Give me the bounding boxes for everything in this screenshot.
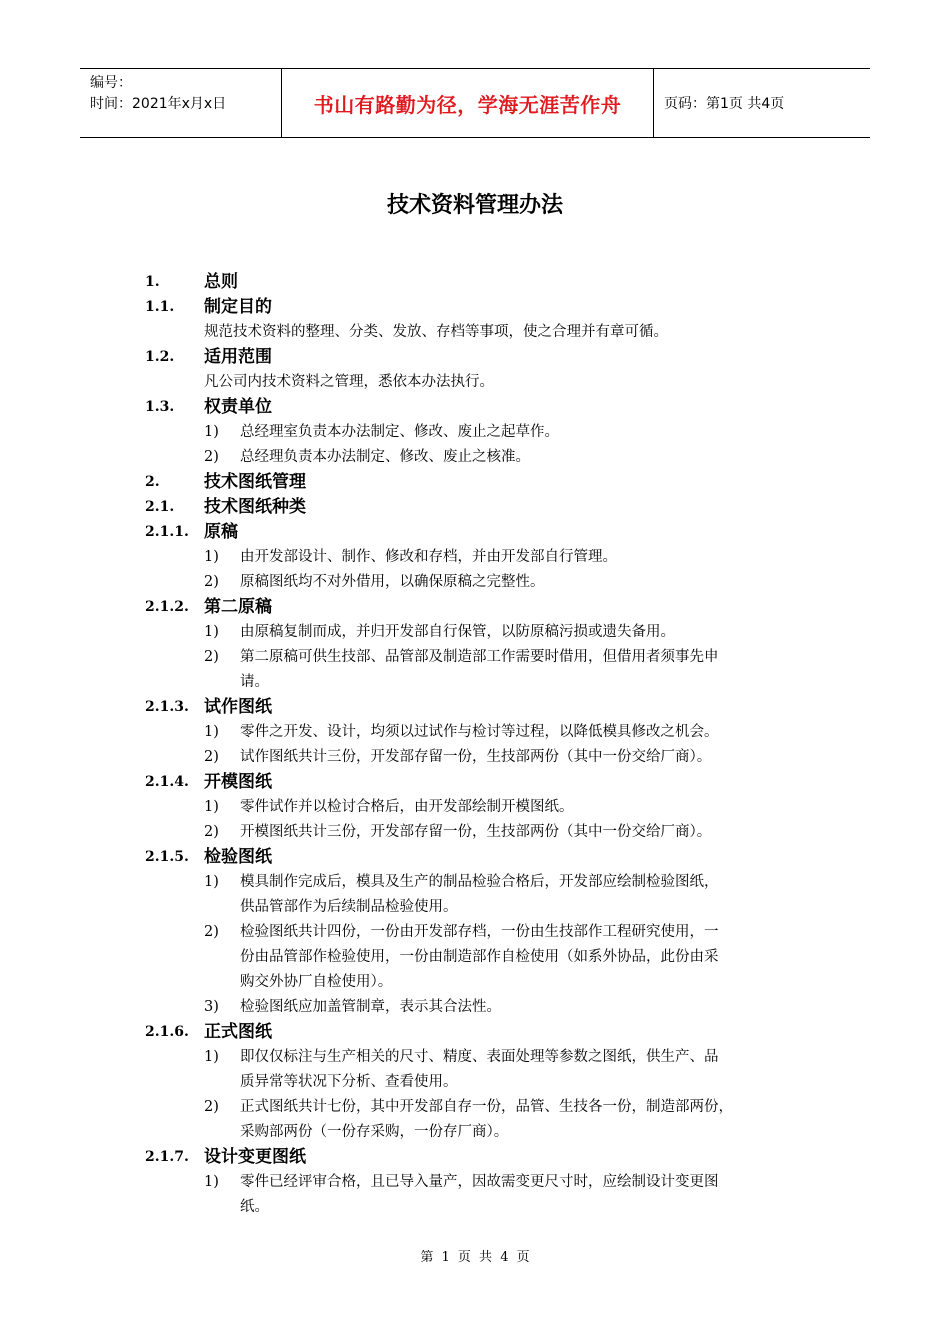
list-item xyxy=(0,445,950,470)
list-item-number: 1) xyxy=(204,1174,219,1190)
list-item xyxy=(0,570,950,595)
paragraph xyxy=(0,320,950,345)
list-item-text: 模具制作完成后，模具及生产的制品检验合格后，开发部应绘制检验图纸， xyxy=(240,874,719,890)
header-page-info: 页码：第1页 共4页 xyxy=(664,96,785,112)
list-item-text: 零件试作并以检讨合格后，由开发部绘制开模图纸。 xyxy=(240,799,574,815)
list-item-text: 质异常等状况下分析、查看使用。 xyxy=(240,1074,458,1090)
list-item-text: 由开发部设计、制作、修改和存档，并由开发部自行管理。 xyxy=(240,549,617,565)
heading-number: 1.2. xyxy=(145,349,175,365)
list-item-text: 供品管部作为后续制品检验使用。 xyxy=(240,899,458,915)
list-item-continuation xyxy=(0,1120,950,1145)
list-item-number: 2) xyxy=(204,449,219,465)
list-item-text: 原稿图纸均不对外借用，以确保原稿之完整性。 xyxy=(240,574,545,590)
heading-text: 检验图纸 xyxy=(204,847,272,867)
list-item-number: 2) xyxy=(204,649,219,665)
list-item-number: 1) xyxy=(204,724,219,740)
heading-2-1-1 xyxy=(0,520,950,545)
heading-text: 制定目的 xyxy=(204,297,272,317)
heading-1-3 xyxy=(0,395,950,420)
list-item-text: 份由品管部作检验使用，一份由制造部作自检使用（如系外协品，此份由采 xyxy=(240,949,719,965)
list-item-number: 2) xyxy=(204,1099,219,1115)
heading-number: 2.1.7. xyxy=(145,1149,189,1165)
list-item-continuation xyxy=(0,945,950,970)
list-item xyxy=(0,1095,950,1120)
list-item-continuation xyxy=(0,670,950,695)
list-item-number: 1) xyxy=(204,799,219,815)
heading-2-1 xyxy=(0,495,950,520)
list-item-text: 正式图纸共计七份，其中开发部自存一份，品管、生技各一份，制造部两份， xyxy=(240,1099,733,1115)
heading-2-1-3 xyxy=(0,695,950,720)
list-item xyxy=(0,620,950,645)
heading-text: 适用范围 xyxy=(204,347,272,367)
list-item-text: 请。 xyxy=(240,674,269,690)
list-item xyxy=(0,820,950,845)
heading-2 xyxy=(0,470,950,495)
list-item-text: 第二原稿可供生技部、品管部及制造部工作需要时借用，但借用者须事先申 xyxy=(240,649,719,665)
heading-2-1-7 xyxy=(0,1145,950,1170)
list-item-number: 1) xyxy=(204,874,219,890)
list-item-number: 1) xyxy=(204,424,219,440)
page-footer: 第 1 页 共 4 页 xyxy=(420,1250,530,1265)
list-item-text: 由原稿复制而成，并归开发部自行保管，以防原稿污损或遗失备用。 xyxy=(240,624,675,640)
heading-text: 技术图纸管理 xyxy=(204,472,306,492)
heading-text: 技术图纸种类 xyxy=(204,497,306,517)
list-item xyxy=(0,1045,950,1070)
paragraph xyxy=(0,370,950,395)
list-item-number: 1) xyxy=(204,549,219,565)
list-item-text: 检验图纸共计四份，一份由开发部存档，一份由生技部作工程研究使用，一 xyxy=(240,924,719,940)
list-item xyxy=(0,795,950,820)
list-item-continuation xyxy=(0,1195,950,1220)
heading-text: 权责单位 xyxy=(204,397,272,417)
heading-number: 2.1.6. xyxy=(145,1024,189,1040)
time-label: 时间：2021年x月x日 xyxy=(90,96,227,112)
list-item xyxy=(0,720,950,745)
list-item xyxy=(0,645,950,670)
heading-number: 1. xyxy=(145,274,160,290)
heading-text: 第二原稿 xyxy=(204,597,272,617)
list-item xyxy=(0,420,950,445)
heading-text: 设计变更图纸 xyxy=(204,1147,306,1167)
heading-text: 正式图纸 xyxy=(204,1022,272,1042)
list-item-text: 总经理室负责本办法制定、修改、废止之起草作。 xyxy=(240,424,559,440)
list-item-text: 总经理负责本办法制定、修改、废止之核准。 xyxy=(240,449,530,465)
list-item-text: 检验图纸应加盖管制章，表示其合法性。 xyxy=(240,999,501,1015)
list-item-text: 纸。 xyxy=(240,1199,269,1215)
list-item-continuation xyxy=(0,1070,950,1095)
document-body xyxy=(0,270,950,1220)
list-item-text: 购交外协厂自检使用）。 xyxy=(240,974,393,990)
list-item xyxy=(0,1170,950,1195)
header-meta-cell xyxy=(80,69,282,137)
list-item-text: 零件之开发、设计，均须以过试作与检讨等过程，以降低模具修改之机会。 xyxy=(240,724,719,740)
list-item-text: 试作图纸共计三份，开发部存留一份，生技部两份（其中一份交给厂商）。 xyxy=(240,749,712,765)
header-motto: 书山有路勤为径，学海无涯苦作舟 xyxy=(282,69,654,137)
list-item-number: 1) xyxy=(204,624,219,640)
list-item xyxy=(0,870,950,895)
heading-number: 2.1.5. xyxy=(145,849,189,865)
list-item-text: 采购部两份（一份存采购，一份存厂商）。 xyxy=(240,1124,509,1140)
heading-number: 2.1.2. xyxy=(145,599,189,615)
list-item xyxy=(0,920,950,945)
heading-2-1-5 xyxy=(0,845,950,870)
heading-1-2 xyxy=(0,345,950,370)
document-header xyxy=(80,68,870,138)
list-item-number: 1) xyxy=(204,1049,219,1065)
list-item-number: 2) xyxy=(204,749,219,765)
list-item-text: 即仅仅标注与生产相关的尺寸、精度、表面处理等参数之图纸，供生产、品 xyxy=(240,1049,719,1065)
list-item-text: 零件已经评审合格，且已导入量产，因故需变更尺寸时，应绘制设计变更图 xyxy=(240,1174,719,1190)
heading-number: 2. xyxy=(145,474,160,490)
heading-1 xyxy=(0,270,950,295)
heading-number: 1.3. xyxy=(145,399,175,415)
document-title: 技术资料管理办法 xyxy=(386,193,563,218)
paragraph-text: 凡公司内技术资料之管理，悉依本办法执行。 xyxy=(204,374,494,390)
list-item-number: 3) xyxy=(204,999,219,1015)
list-item-number: 2) xyxy=(204,824,219,840)
list-item-number: 2) xyxy=(204,574,219,590)
heading-number: 2.1.4. xyxy=(145,774,189,790)
list-item-continuation xyxy=(0,895,950,920)
serial-number-label: 编号： xyxy=(90,75,132,91)
list-item-continuation xyxy=(0,970,950,995)
heading-text: 总则 xyxy=(204,272,238,292)
list-item xyxy=(0,545,950,570)
heading-number: 2.1.3. xyxy=(145,699,189,715)
heading-text: 原稿 xyxy=(204,522,238,542)
heading-2-1-4 xyxy=(0,770,950,795)
paragraph-text: 规范技术资料的整理、分类、发放、存档等事项，使之合理并有章可循。 xyxy=(204,324,668,340)
heading-text: 开模图纸 xyxy=(204,772,272,792)
list-item-text: 开模图纸共计三份，开发部存留一份，生技部两份（其中一份交给厂商）。 xyxy=(240,824,712,840)
heading-2-1-6 xyxy=(0,1020,950,1045)
list-item xyxy=(0,995,950,1020)
heading-text: 试作图纸 xyxy=(204,697,272,717)
heading-number: 1.1. xyxy=(145,299,175,315)
heading-2-1-2 xyxy=(0,595,950,620)
heading-1-1 xyxy=(0,295,950,320)
list-item-number: 2) xyxy=(204,924,219,940)
heading-number: 2.1. xyxy=(145,499,175,515)
heading-number: 2.1.1. xyxy=(145,524,189,540)
list-item xyxy=(0,745,950,770)
